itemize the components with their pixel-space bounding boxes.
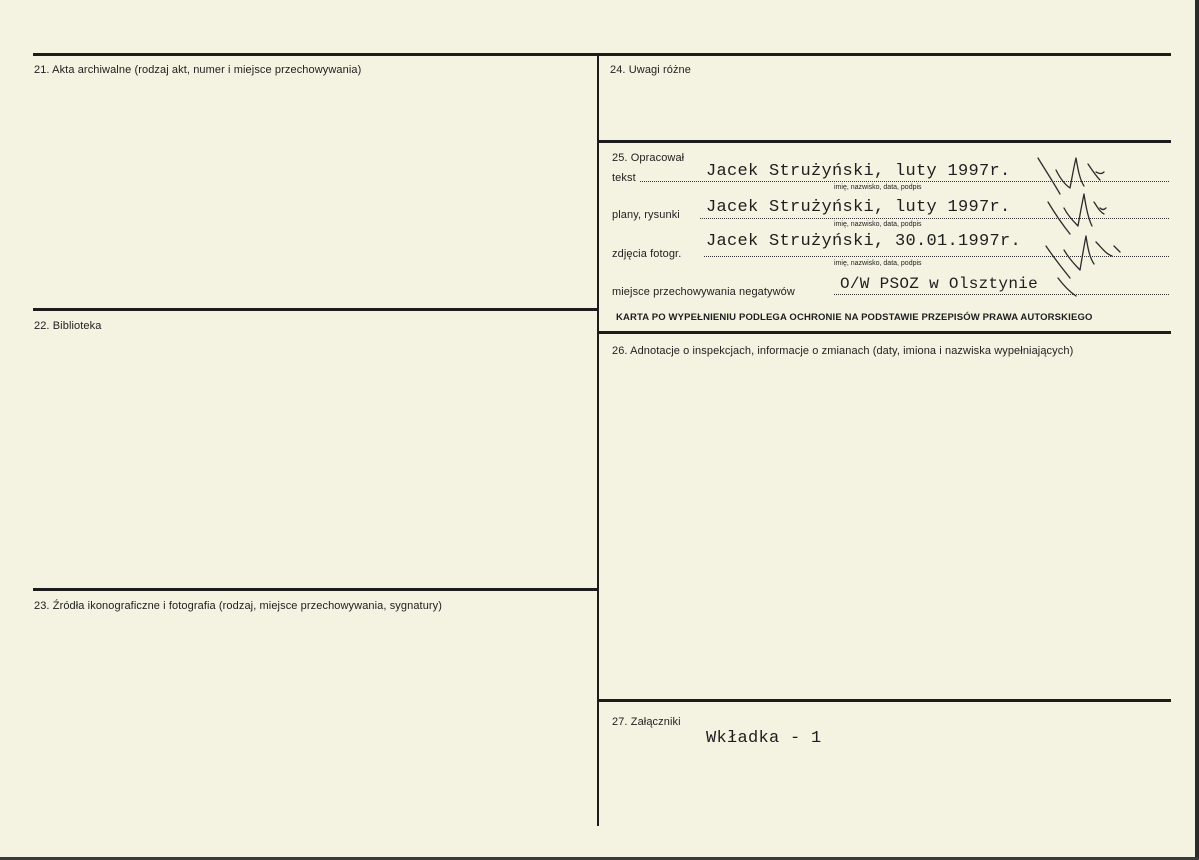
zdjecia-label: zdjęcia fotogr. [612, 248, 682, 260]
section-21-label: 21. Akta archiwalne (rodzaj akt, numer i miejsce przechowywania) [34, 64, 362, 76]
section-22-label: 22. Biblioteka [34, 320, 102, 332]
divider-left-21-22 [33, 308, 598, 311]
plany-label: plany, rysunki [612, 209, 680, 221]
storage-value: O/W PSOZ w Olsztynie [840, 275, 1039, 293]
divider-right-26-27 [598, 699, 1171, 702]
scan-edge-right [1195, 0, 1199, 860]
section-25-label: 25. Opracował [612, 152, 685, 164]
zdjecia-hint: imię, nazwisko, data, podpis [834, 260, 922, 267]
tekst-hint: imię, nazwisko, data, podpis [834, 184, 922, 191]
divider-right-25-26 [598, 331, 1171, 334]
tekst-value: Jacek Strużyński, luty 1997r. [706, 162, 1011, 181]
section-27-label: 27. Załączniki [612, 716, 681, 728]
section-23-label: 23. Źródła ikonograficzne i fotografia (rodzaj, miejsce przechowywania, sygnatury) [34, 600, 443, 612]
tekst-label: tekst [612, 172, 636, 184]
copyright-notice: KARTA PO WYPEŁNIENIU PODLEGA OCHRONIE NA PODSTAWIE PRZEPISÓW PRAWA AUTORSKIEGO [616, 312, 1093, 323]
divider-center [597, 54, 599, 826]
divider-left-22-23 [33, 588, 598, 591]
plany-value: Jacek Strużyński, luty 1997r. [706, 198, 1011, 217]
plany-hint: imię, nazwisko, data, podpis [834, 221, 922, 228]
divider-top [33, 53, 1171, 56]
storage-label: miejsce przechowywania negatywów [612, 286, 795, 298]
signature-mark [1030, 150, 1130, 300]
section-26-label: 26. Adnotacje o inspekcjach, informacje o zmianach (daty, imiona i nazwiska wypełniających) [612, 345, 1074, 357]
attachments-value: Wkładka - 1 [706, 729, 822, 748]
divider-right-24-25 [598, 140, 1171, 143]
zdjecia-value: Jacek Strużyński, 30.01.1997r. [706, 232, 1022, 251]
section-24-label: 24. Uwagi różne [610, 64, 691, 76]
